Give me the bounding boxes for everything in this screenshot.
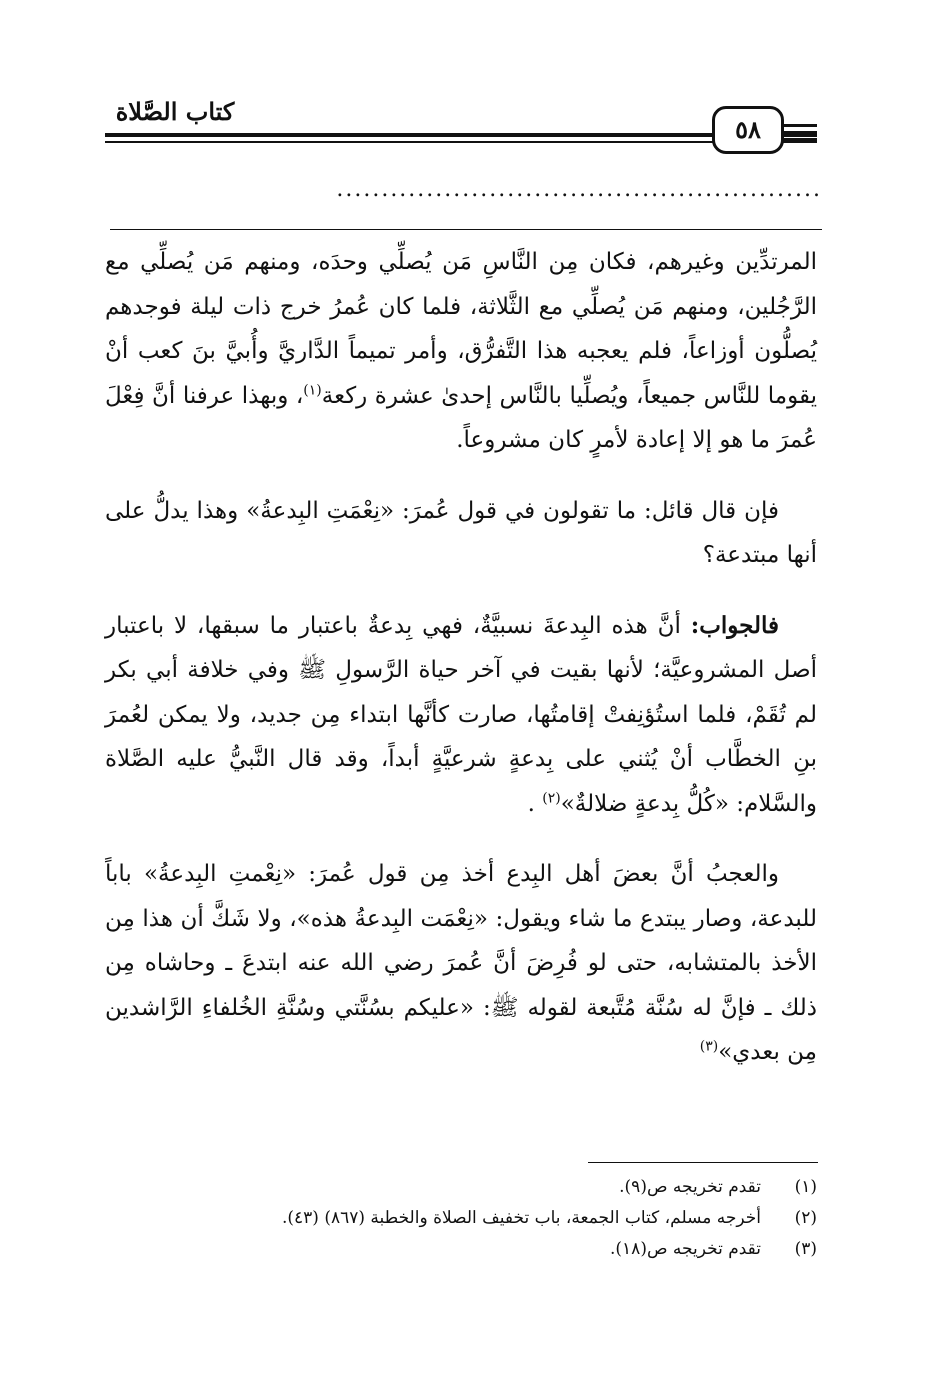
paragraph-1-tail: ، وبهذا عرفنا أنَّ فِعْلَ عُمرَ ما هو إلا إعادة لأمرٍ كان مشروعاً.: [105, 382, 817, 453]
paragraph-1-text: المرتدِّين وغيرهم، فكان مِن النَّاسِ مَن يُصلِّي وحدَه، ومنهم مَن يُصلِّي مع الرَّجُلين، ومنهم مَن يُصلِّي مع الثَّلاثة، فلما كان عُمرُ خرج ذات ليلة فوجدهم يُصلُّون أوزاعاً، فلم يعجبه هذا التَّفرُّق، وأمر تميماً الدَّاريَّ وأُبيَّ بنَ كعب أنْ يقوما للنَّاس جميعاً، ويُصلِّيا بالنَّاس إحدىٰ عشرة ركعة: [105, 249, 817, 409]
footnotes: [105, 1172, 817, 1265]
paragraph-4-text: والعجبُ أنَّ بعضَ أهل البِدع أخذ مِن قول عُمرَ: «نِعْمتِ البِدعةُ» باباً للبدعة، وصار يبتدع ما شاء ويقول: «نِعْمَت البِدعةُ هذه»، ولا شَكَّ أن هذا مِن الأخذ بالمتشابه، حتى لو فُرِضَ أنَّ عُمرَ رضي الله عنه ابتدعَ ـ وحاشاه مِن ذلك ـ فإنَّ له سُنَّة مُتَّبعة لقوله ﷺ: «عليكم بسُنَّتي وسُنَّةِ الخُلفاءِ الرَّاشدين مِن بعدي»: [105, 861, 817, 1065]
answer-lead: فالجواب:: [690, 611, 779, 639]
text-top-rule: [110, 229, 822, 230]
footnote-rule: [588, 1162, 818, 1163]
footnote-2: [105, 1203, 817, 1234]
footnote-text: أخرجه مسلم، كتاب الجمعة، باب تخفيف الصلاة والخطبة (٨٦٧) (٤٣).: [281, 1208, 761, 1228]
footnote-1: [105, 1172, 817, 1203]
main-text: [105, 240, 817, 1101]
paragraph-3-text: أنَّ هذه البِدعةَ نسبيَّةٌ، فهي بِدعةٌ باعتبار ما سبقها، لا باعتبار أصل المشروعيَّة؛ لأنها بقيت في آخر حياة الرَّسولِ ﷺ وفي خلافة أبي بكر لم تُقَمْ، فلما استُؤنِفتْ إقامتُها، صارت كأنَّها ابتداء مِن جديد، ولا يمكن لعُمرَ بنِ الخطَّاب أنْ يُثني على بِدعةٍ شرعيَّةٍ أبداً، وقد قال النَّبيُّ عليه الصَّلاة والسَّلام: «كُلُّ بِدعةٍ ضلالةٌ»: [105, 612, 817, 817]
book-title: كتاب الصَّلاة: [95, 92, 255, 132]
paragraph-1: [105, 240, 817, 463]
header-rule: [105, 133, 817, 137]
paragraph-2: فإن قال قائل: ما تقولون في قول عُمرَ: «نِعْمَتِ البِدعةُ» وهذا يدلُّ على أنها مبتدعة؟: [105, 497, 817, 568]
header-rule-thin: [105, 141, 817, 143]
footnote-ref-3: (٣): [699, 1038, 719, 1055]
dotted-separator: ......................................................: [336, 177, 822, 202]
paragraph-4: [105, 852, 817, 1075]
footnote-ref-1: (١): [303, 381, 322, 398]
page-number-ornament: [781, 124, 817, 145]
footnote-text: تقدم تخريجه ص(٩).: [619, 1177, 761, 1197]
paragraph-3-tail: .: [527, 790, 543, 817]
footnote-number: (٢): [794, 1208, 817, 1228]
footnote-number: (٣): [794, 1239, 817, 1259]
footnote-ref-2: (٢): [542, 789, 561, 806]
page-number: ٥٨: [712, 106, 784, 154]
footnote-number: (١): [794, 1177, 817, 1197]
footnote-text: تقدم تخريجه ص(١٨).: [610, 1239, 761, 1259]
paragraph-3: [105, 604, 817, 827]
footnote-3: [105, 1234, 817, 1265]
